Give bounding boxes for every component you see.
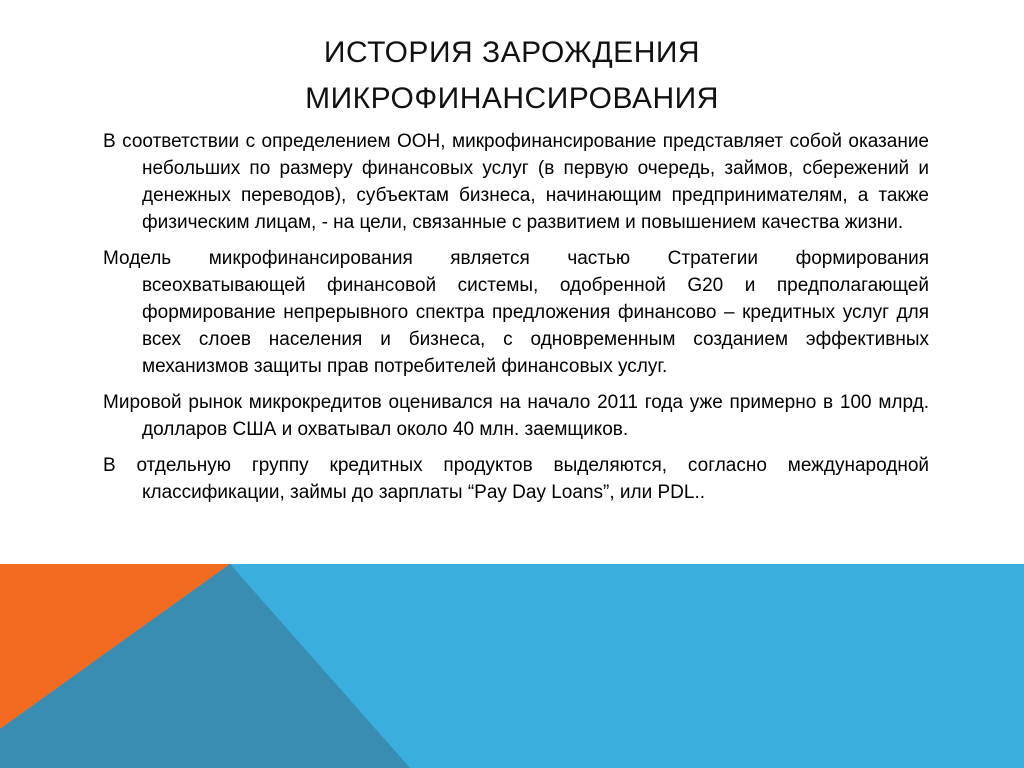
decorative-color-band [0,564,1024,768]
paragraph-g20-model: Модель микрофинансирования является частью Стратегии формирования всеохватывающей финансовой системы, одобренной G20 и предполагающей формирование непрерывного спектра предложения финансово – кредитных услуг для всех слоев населения и бизнеса, с одновременным созданием эффективных механизмов защиты прав потребителей финансовых услуг. [103,248,929,377]
slide-body [103,128,929,515]
paragraph-pdl: В отдельную группу кредитных продуктов выделяются, согласно международной классификации, займы до зарплаты “Pay Day Loans”, или PDL.. [103,455,929,503]
slide-title-line-1: ИСТОРИЯ ЗАРОЖДЕНИЯ [323,36,701,69]
paragraph-un-definition: В соответствии с определением ООН, микрофинансирование представляет собой оказание небольших по размеру финансовых услуг (в первую очередь, займов, сбережений и денежных переводов), субъектам бизнеса, начинающим предпринимателям, а также физическим лицам, - на цели, связанные с развитием и повышением качества жизни. [103,131,929,233]
paragraph-market-size: Мировой рынок микрокредитов оценивался на начало 2011 года уже примерно в 100 млрд. долларов США и охватывал около 40 млн. заемщиков. [103,392,929,440]
slide-title-line-2: МИКРОФИНАНСИРОВАНИЯ [305,82,719,115]
slide-title [100,30,924,122]
